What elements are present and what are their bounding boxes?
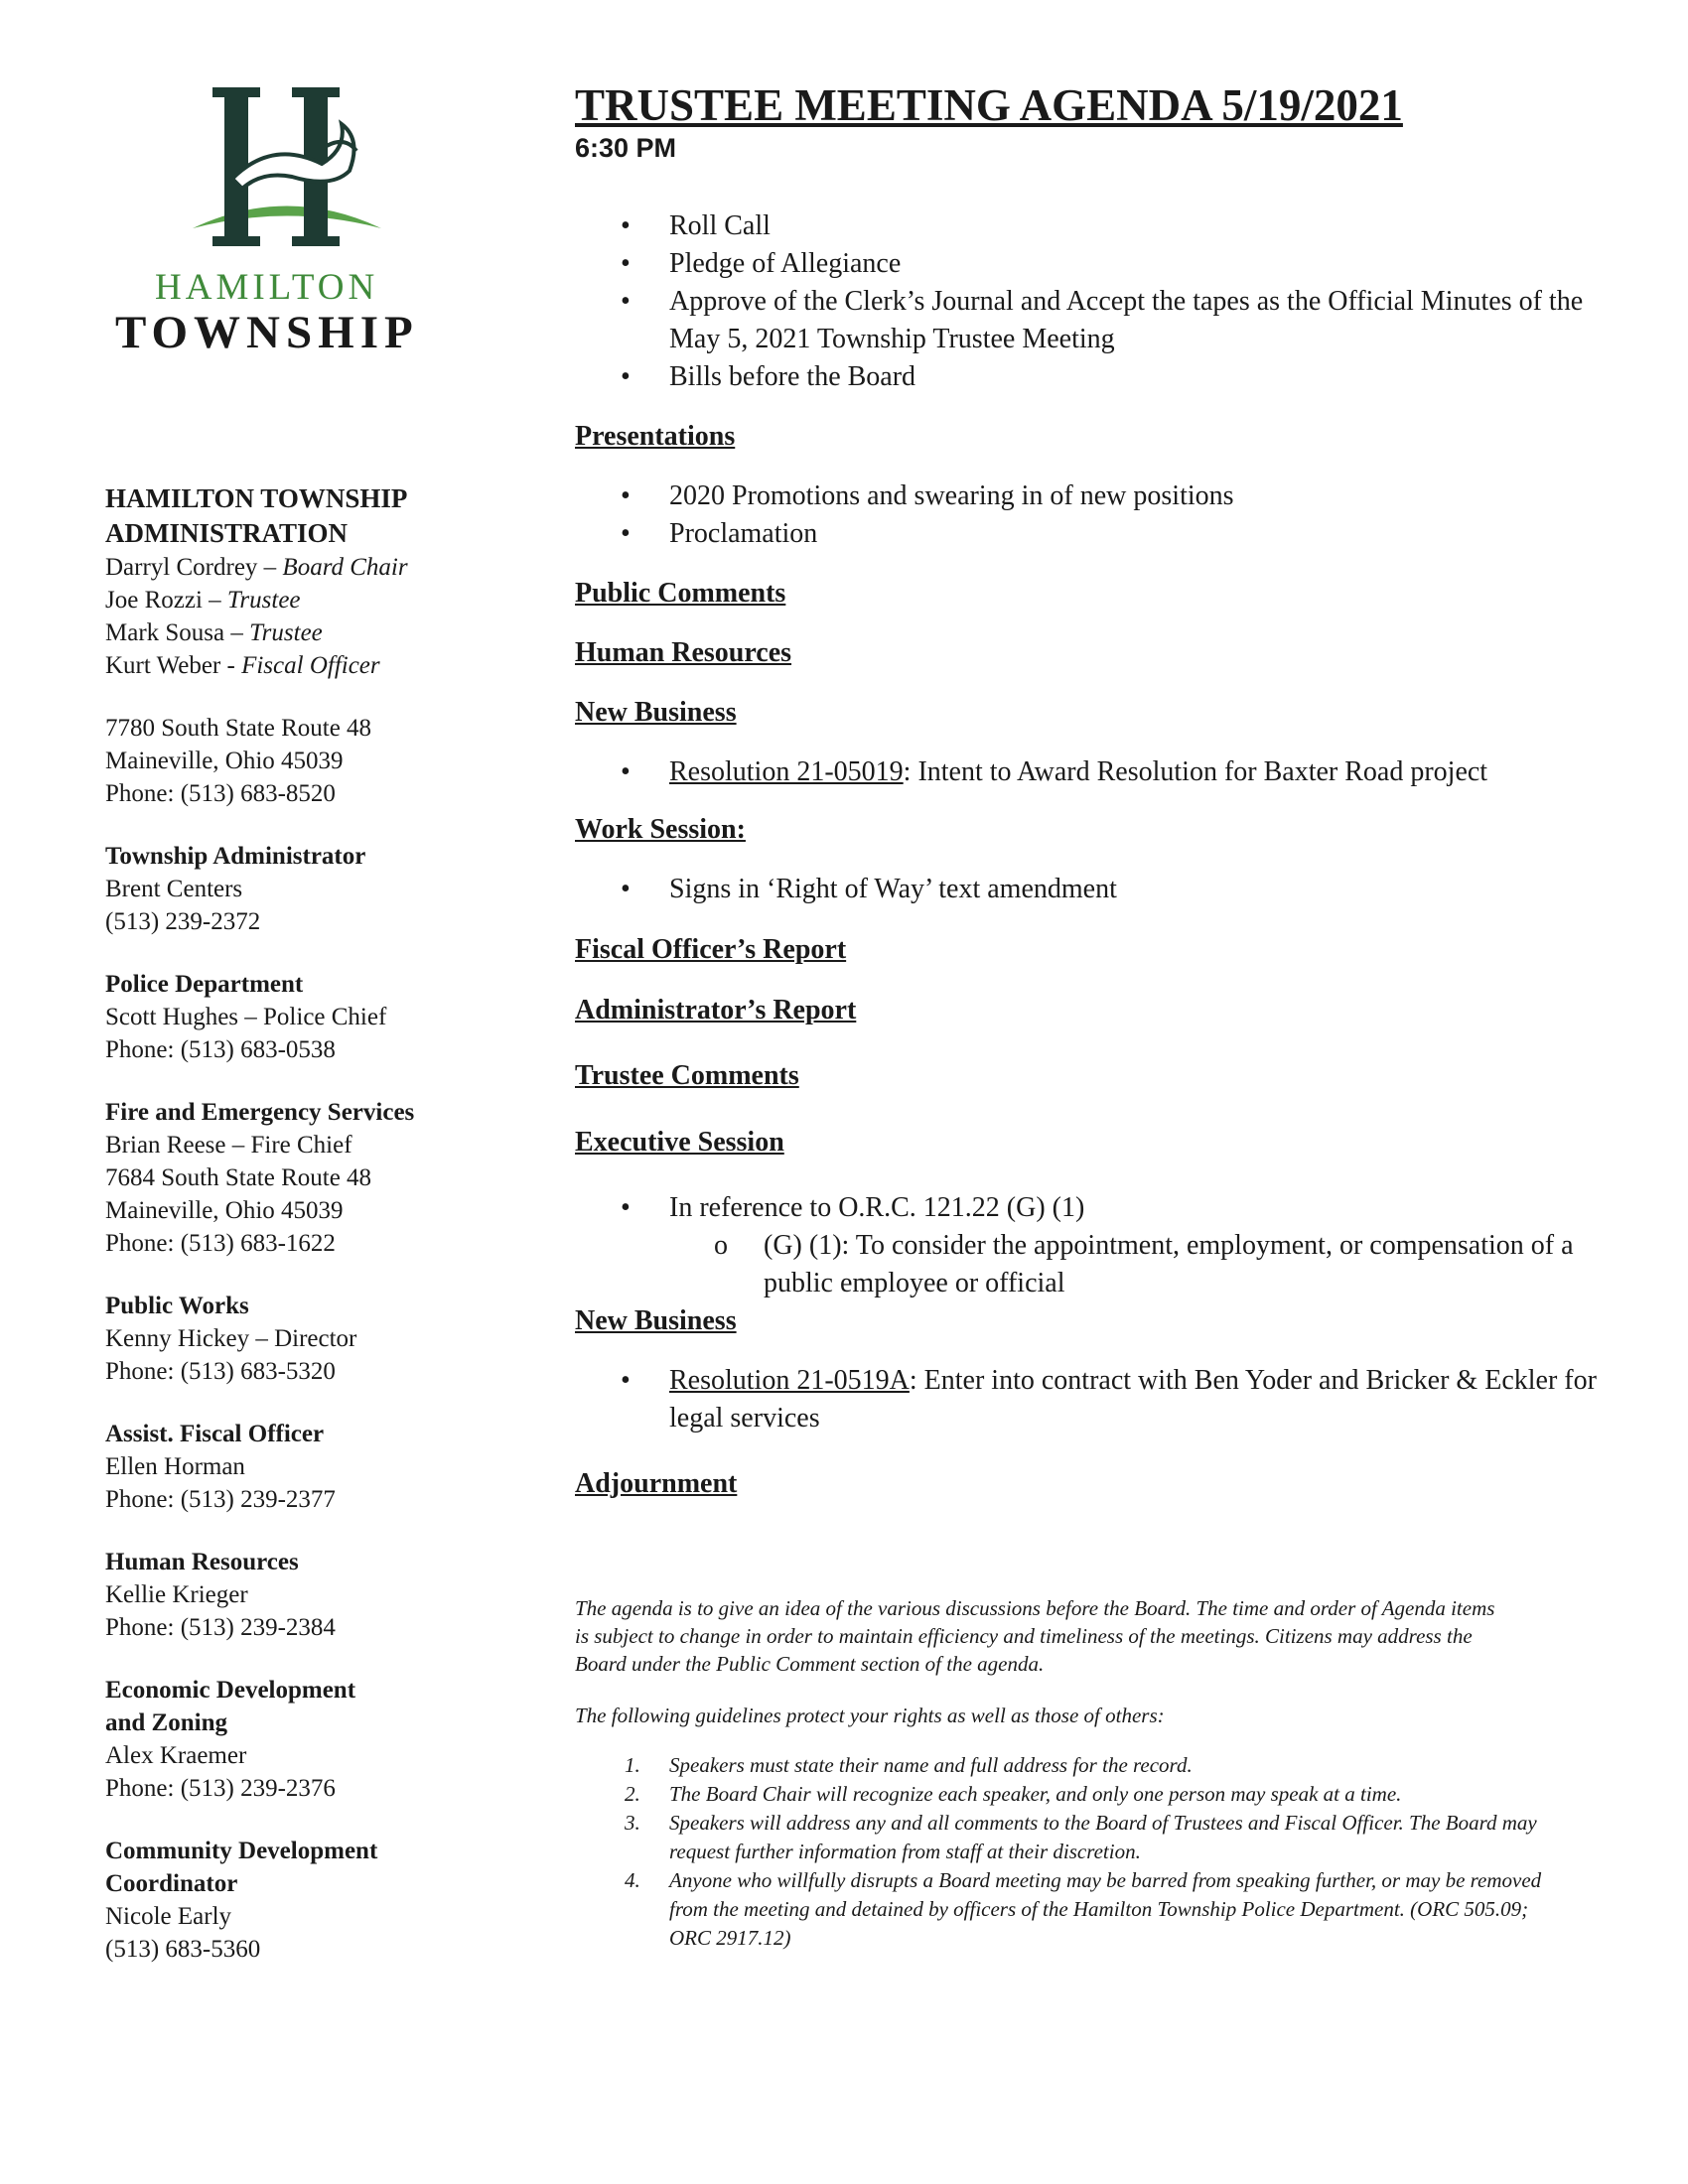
resolution-ref: Resolution 21-0519A — [669, 1365, 910, 1396]
department-title: Human Resources — [105, 1549, 299, 1575]
new-business-list-2 — [575, 1362, 1608, 1437]
list-item — [575, 358, 1608, 396]
agenda-main — [575, 79, 1608, 1953]
section-fiscal-report: Fiscal Officer’s Report — [575, 934, 847, 965]
list-item — [575, 1362, 1608, 1437]
bullet: • — [621, 1365, 631, 1396]
guideline-number: 1. — [625, 1753, 640, 1777]
bullet: • — [621, 874, 631, 904]
department-title: Coordinator — [105, 1870, 238, 1897]
member-role: Trustee — [249, 619, 323, 646]
department-line: Phone: (513) 683-5320 — [105, 1358, 336, 1385]
member-sep: - — [220, 652, 242, 679]
list-item-text: 2020 Promotions and swearing in of new positions — [669, 480, 1234, 511]
section-adjournment: Adjournment — [575, 1468, 738, 1499]
logo-text-hamilton: HAMILTON — [155, 267, 379, 308]
board-member — [105, 649, 461, 682]
department-line: Phone: (513) 683-1622 — [105, 1230, 336, 1257]
department-title: Public Works — [105, 1293, 249, 1319]
department-section — [105, 1290, 461, 1388]
address-line: Maineville, Ohio 45039 — [105, 748, 344, 774]
sub-list-item — [575, 1227, 1608, 1302]
executive-item-text: In reference to O.R.C. 121.22 (G) (1) — [669, 1192, 1085, 1223]
department-line: Phone: (513) 239-2376 — [105, 1775, 336, 1802]
department-section — [105, 968, 461, 1066]
department-section — [105, 1674, 461, 1805]
member-role: Board Chair — [282, 554, 408, 581]
department-line: Phone: (513) 239-2384 — [105, 1614, 336, 1641]
guideline-text: Speakers will address any and all comments to the Board of Trustees and Fiscal Officer. The Board may request further information from staff at their discretion. — [669, 1811, 1537, 1863]
bullet: • — [621, 756, 631, 787]
bullet: • — [621, 480, 631, 511]
member-role: Trustee — [226, 587, 301, 614]
list-item — [575, 478, 1608, 515]
guidelines-intro: The following guidelines protect your rights as well as those of others: — [575, 1704, 1165, 1727]
guideline-number: 4. — [625, 1868, 640, 1892]
board-member — [105, 584, 461, 616]
section-trustee-comments: Trustee Comments — [575, 1060, 799, 1091]
admin-heading-1: HAMILTON TOWNSHIP — [105, 483, 408, 513]
department-line: Phone: (513) 683-0538 — [105, 1036, 336, 1063]
sub-bullet: o — [714, 1230, 728, 1261]
department-line: 7684 South State Route 48 — [105, 1164, 372, 1191]
department-title: Community Development — [105, 1838, 378, 1864]
list-item-text: Proclamation — [669, 518, 818, 549]
list-item — [575, 871, 1608, 908]
guideline-item — [575, 1780, 1568, 1809]
township-logo — [103, 79, 461, 358]
department-line: Nicole Early — [105, 1903, 232, 1930]
department-title: Fire and Emergency Services — [105, 1099, 415, 1126]
department-line: Kellie Krieger — [105, 1581, 248, 1608]
list-item — [575, 283, 1608, 358]
bullet: • — [621, 248, 631, 279]
guideline-item — [575, 1866, 1568, 1953]
department-line: Kenny Hickey – Director — [105, 1325, 357, 1352]
meeting-time: 6:30 PM — [575, 133, 677, 163]
member-name: Darryl Cordrey — [105, 554, 258, 581]
department-title: Township Administrator — [105, 843, 366, 870]
department-section — [105, 1546, 461, 1644]
member-name: Kurt Weber — [105, 652, 221, 679]
department-section — [105, 840, 461, 938]
executive-sub-text: (G) (1): To consider the appointment, employment, or compensation of a public employee or official — [764, 1230, 1574, 1298]
departments-list — [103, 840, 461, 1966]
department-line: (513) 239-2372 — [105, 908, 261, 935]
address-block — [105, 712, 461, 810]
guideline-text: Anyone who willfully disrupts a Board meeting may be barred from speaking further, or may be removed from the meeting and detained by officers of the Hamilton Township Police Department. (ORC 505.09; ORC 2917.12) — [669, 1868, 1542, 1950]
department-line: (513) 683-5360 — [105, 1936, 261, 1963]
executive-list — [575, 1189, 1608, 1227]
sidebar — [103, 79, 461, 1966]
list-item — [575, 245, 1608, 283]
board-list — [105, 551, 461, 682]
address-line: 7780 South State Route 48 — [105, 715, 372, 742]
department-title: and Zoning — [105, 1709, 227, 1736]
member-sep: – — [202, 587, 227, 614]
section-work-session: Work Session: — [575, 814, 746, 845]
department-title: Economic Development — [105, 1677, 356, 1704]
list-item — [575, 1189, 1608, 1227]
member-name: Joe Rozzi — [105, 587, 203, 614]
agenda-title: TRUSTEE MEETING AGENDA 5/19/2021 — [575, 80, 1403, 130]
logo-text-township: TOWNSHIP — [115, 307, 419, 358]
list-item — [575, 753, 1608, 791]
list-item-text: Signs in ‘Right of Way’ text amendment — [669, 874, 1117, 904]
board-member — [105, 551, 461, 584]
admin-heading-2: ADMINISTRATION — [105, 518, 349, 548]
department-line: Brent Centers — [105, 876, 243, 902]
section-new-business: New Business — [575, 697, 737, 728]
list-item-text: Roll Call — [669, 210, 771, 241]
section-human-resources: Human Resources — [575, 637, 792, 668]
list-item — [575, 207, 1608, 245]
department-section — [105, 1418, 461, 1516]
department-line: Maineville, Ohio 45039 — [105, 1197, 344, 1224]
new-business-list — [575, 753, 1608, 791]
section-presentations: Presentations — [575, 421, 736, 452]
department-title: Assist. Fiscal Officer — [105, 1421, 325, 1447]
section-admin-report: Administrator’s Report — [575, 995, 857, 1025]
guideline-item — [575, 1809, 1568, 1866]
presentations-list — [575, 478, 1608, 553]
list-item — [575, 515, 1608, 553]
department-section — [105, 1835, 461, 1966]
agenda-notice: The agenda is to give an idea of the various discussions before the Board. The time and order of Agenda items is subject to change in order to maintain efficiency and timeliness of the meetings. Citizens may address the Board under the Public Comment section of the agenda. — [575, 1596, 1495, 1676]
guideline-text: Speakers must state their name and full address for the record. — [669, 1753, 1193, 1777]
work-session-list — [575, 871, 1608, 908]
member-role: Fiscal Officer — [241, 652, 380, 679]
resolution-text: : Intent to Award Resolution for Baxter Road project — [903, 756, 1488, 787]
guidelines-list — [575, 1751, 1568, 1953]
department-line: Ellen Horman — [105, 1453, 245, 1480]
guideline-number: 2. — [625, 1782, 640, 1806]
department-line: Scott Hughes – Police Chief — [105, 1004, 387, 1030]
member-sep: – — [257, 554, 283, 581]
list-item-text: Bills before the Board — [669, 361, 916, 392]
department-section — [105, 1096, 461, 1260]
resolution-ref: Resolution 21-05019 — [669, 756, 904, 787]
administration-section — [105, 481, 461, 682]
guideline-number: 3. — [625, 1811, 640, 1835]
bullet: • — [621, 361, 631, 392]
h-logo-icon — [173, 79, 401, 268]
bullet: • — [621, 518, 631, 549]
section-public-comments: Public Comments — [575, 578, 786, 609]
department-line: Alex Kraemer — [105, 1742, 247, 1769]
member-name: Mark Sousa — [105, 619, 225, 646]
opening-list — [575, 207, 1608, 396]
bullet: • — [621, 1192, 631, 1223]
bullet: • — [621, 286, 631, 317]
list-item-text: Approve of the Clerk’s Journal and Accept the tapes as the Official Minutes of the May 5, 2021 Township Trustee Meeting — [669, 286, 1584, 354]
guideline-item — [575, 1751, 1568, 1780]
bullet: • — [621, 210, 631, 241]
department-title: Police Department — [105, 971, 304, 998]
section-executive-session: Executive Session — [575, 1127, 784, 1158]
resolution-text: : Enter into contract with Ben Yoder and Bricker & Eckler for legal services — [669, 1365, 1597, 1433]
department-line: Phone: (513) 239-2377 — [105, 1486, 336, 1513]
department-line: Brian Reese – Fire Chief — [105, 1132, 352, 1159]
member-sep: – — [224, 619, 250, 646]
executive-sub-list — [575, 1227, 1608, 1302]
address-phone: Phone: (513) 683-8520 — [105, 780, 336, 807]
board-member — [105, 616, 461, 649]
section-new-business-2: New Business — [575, 1305, 737, 1336]
guideline-text: The Board Chair will recognize each speaker, and only one person may speak at a time. — [669, 1782, 1402, 1806]
list-item-text: Pledge of Allegiance — [669, 248, 902, 279]
